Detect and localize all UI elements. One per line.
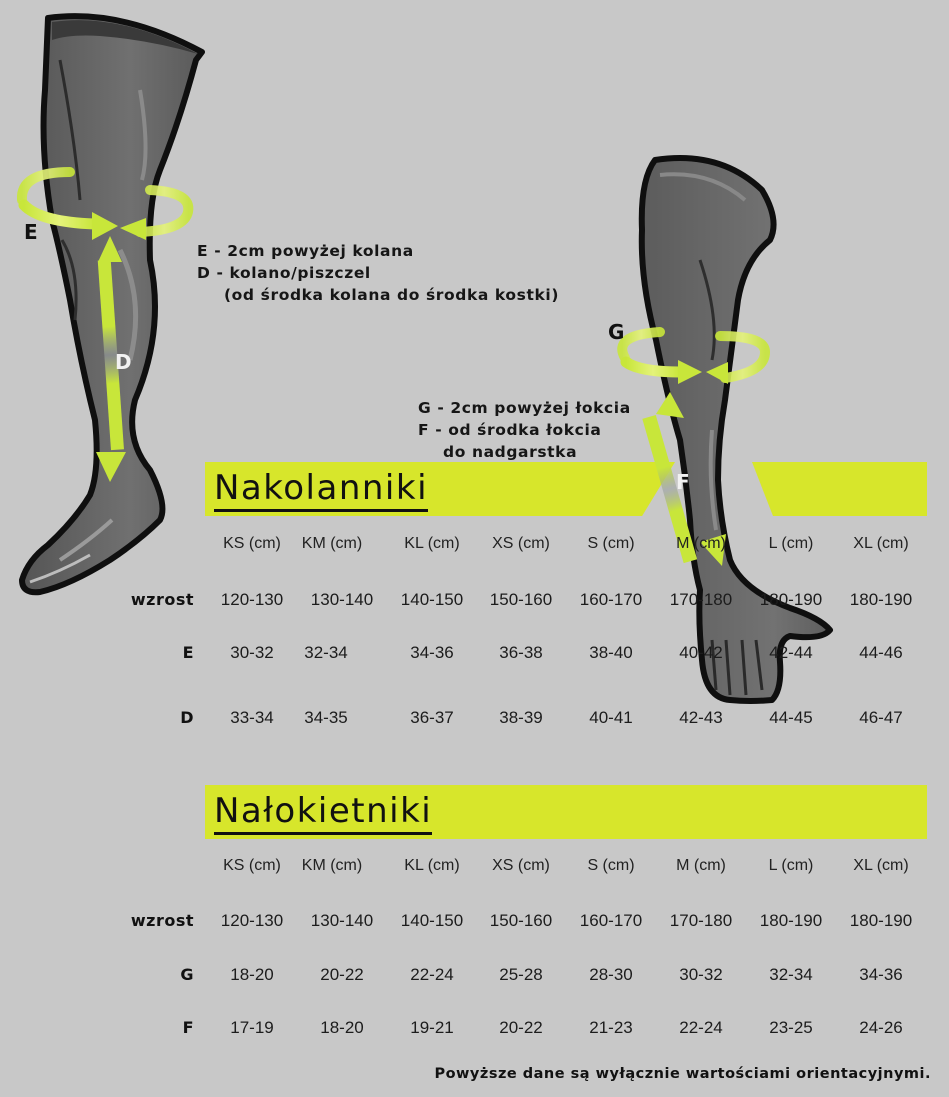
table-cell: 150-160 <box>489 911 553 930</box>
table-cell: 180-190 <box>849 911 913 930</box>
size-header: M (cm) <box>676 535 726 552</box>
size-header: KM (cm) <box>301 857 363 874</box>
table-cell: 19-21 <box>410 1018 454 1037</box>
marker-g: G <box>608 320 625 344</box>
size-header: XL (cm) <box>853 857 909 874</box>
table-cell: 25-28 <box>499 965 543 984</box>
table-cell: 42-44 <box>769 643 813 662</box>
knee-title-underline <box>214 509 428 512</box>
table-cell: 36-37 <box>410 708 454 727</box>
size-header: XL (cm) <box>853 535 909 552</box>
legend-g: G - 2cm powyżej łokcia <box>418 399 631 417</box>
size-header: XS (cm) <box>492 535 550 552</box>
table-cell: 17-19 <box>230 1018 274 1037</box>
legend-d: D - kolano/piszczel <box>197 264 371 282</box>
elbow-title-underline <box>214 832 432 835</box>
elbow-title: Nałokietniki <box>214 791 432 835</box>
size-header: M (cm) <box>676 857 726 874</box>
table-cell: 18-20 <box>320 1018 364 1037</box>
marker-e: E <box>24 220 38 244</box>
table-cell: 34-36 <box>410 643 454 662</box>
table-cell: 160-170 <box>579 590 643 609</box>
row-label-height: wzrost <box>130 911 194 930</box>
table-cell: 150-160 <box>489 590 553 609</box>
table-cell: 140-150 <box>400 911 464 930</box>
table-cell: 44-46 <box>859 643 903 662</box>
table-cell: 170-180 <box>669 590 733 609</box>
table-cell: 46-47 <box>859 708 903 727</box>
table-cell: 130-140 <box>310 911 374 930</box>
table-cell: 38-40 <box>589 643 633 662</box>
table-cell: 28-30 <box>589 965 633 984</box>
marker-f: F <box>676 470 690 494</box>
table-cell: 44-45 <box>769 708 813 727</box>
size-header: S (cm) <box>587 535 635 552</box>
table-cell: 20-22 <box>499 1018 543 1037</box>
disclaimer-note: Powyższe dane są wyłącznie wartościami orientacyjnymi. <box>434 1066 931 1082</box>
table-cell: 180-190 <box>759 590 823 609</box>
table-cell: 120-130 <box>220 911 284 930</box>
size-header: S (cm) <box>587 857 635 874</box>
table-cell: 20-22 <box>320 965 364 984</box>
size-header: KL (cm) <box>404 857 460 874</box>
table-cell: 30-32 <box>230 643 274 662</box>
table-cell: 32-34 <box>769 965 813 984</box>
row-label-e: E <box>182 643 194 662</box>
table-cell: 24-26 <box>859 1018 903 1037</box>
row-label-f: F <box>182 1018 194 1037</box>
table-cell: 140-150 <box>400 590 464 609</box>
table-cell: 33-34 <box>230 708 274 727</box>
size-header: XS (cm) <box>492 857 550 874</box>
table-cell: 36-38 <box>499 643 543 662</box>
legend-d-detail: (od środka kolana do środka kostki) <box>224 286 560 304</box>
size-header: KS (cm) <box>223 857 281 874</box>
arm-figure <box>642 158 830 701</box>
table-cell: 170-180 <box>669 911 733 930</box>
table-cell: 22-24 <box>410 965 454 984</box>
row-label-d: D <box>180 708 194 727</box>
marker-d: D <box>115 350 132 374</box>
row-label-g: G <box>180 965 194 984</box>
table-cell: 30-32 <box>679 965 723 984</box>
table-cell: 34-35 <box>304 708 348 727</box>
legend-f: F - od środka łokcia <box>418 421 602 439</box>
size-header: L (cm) <box>768 857 814 874</box>
table-cell: 160-170 <box>579 911 643 930</box>
leg-legend <box>197 240 559 306</box>
size-header: L (cm) <box>768 535 814 552</box>
table-cell: 42-43 <box>679 708 723 727</box>
legend-f-detail: do nadgarstka <box>443 443 578 461</box>
table-cell: 40-41 <box>589 708 633 727</box>
legend-e: E - 2cm powyżej kolana <box>197 242 414 260</box>
table-cell: 130-140 <box>310 590 374 609</box>
table-cell: 32-34 <box>304 643 348 662</box>
arm-legend <box>418 397 631 463</box>
size-header: KL (cm) <box>404 535 460 552</box>
table-cell: 21-23 <box>589 1018 633 1037</box>
knee-title: Nakolanniki <box>214 468 428 512</box>
table-cell: 120-130 <box>220 590 284 609</box>
table-cell: 38-39 <box>499 708 543 727</box>
table-cell: 22-24 <box>679 1018 723 1037</box>
size-header: KM (cm) <box>301 535 363 552</box>
size-header: KS (cm) <box>223 535 281 552</box>
table-cell: 180-190 <box>849 590 913 609</box>
table-cell: 180-190 <box>759 911 823 930</box>
table-cell: 34-36 <box>859 965 903 984</box>
table-cell: 23-25 <box>769 1018 813 1037</box>
table-cell: 40-42 <box>679 643 723 662</box>
row-label-height: wzrost <box>130 590 194 609</box>
table-cell: 18-20 <box>230 965 274 984</box>
